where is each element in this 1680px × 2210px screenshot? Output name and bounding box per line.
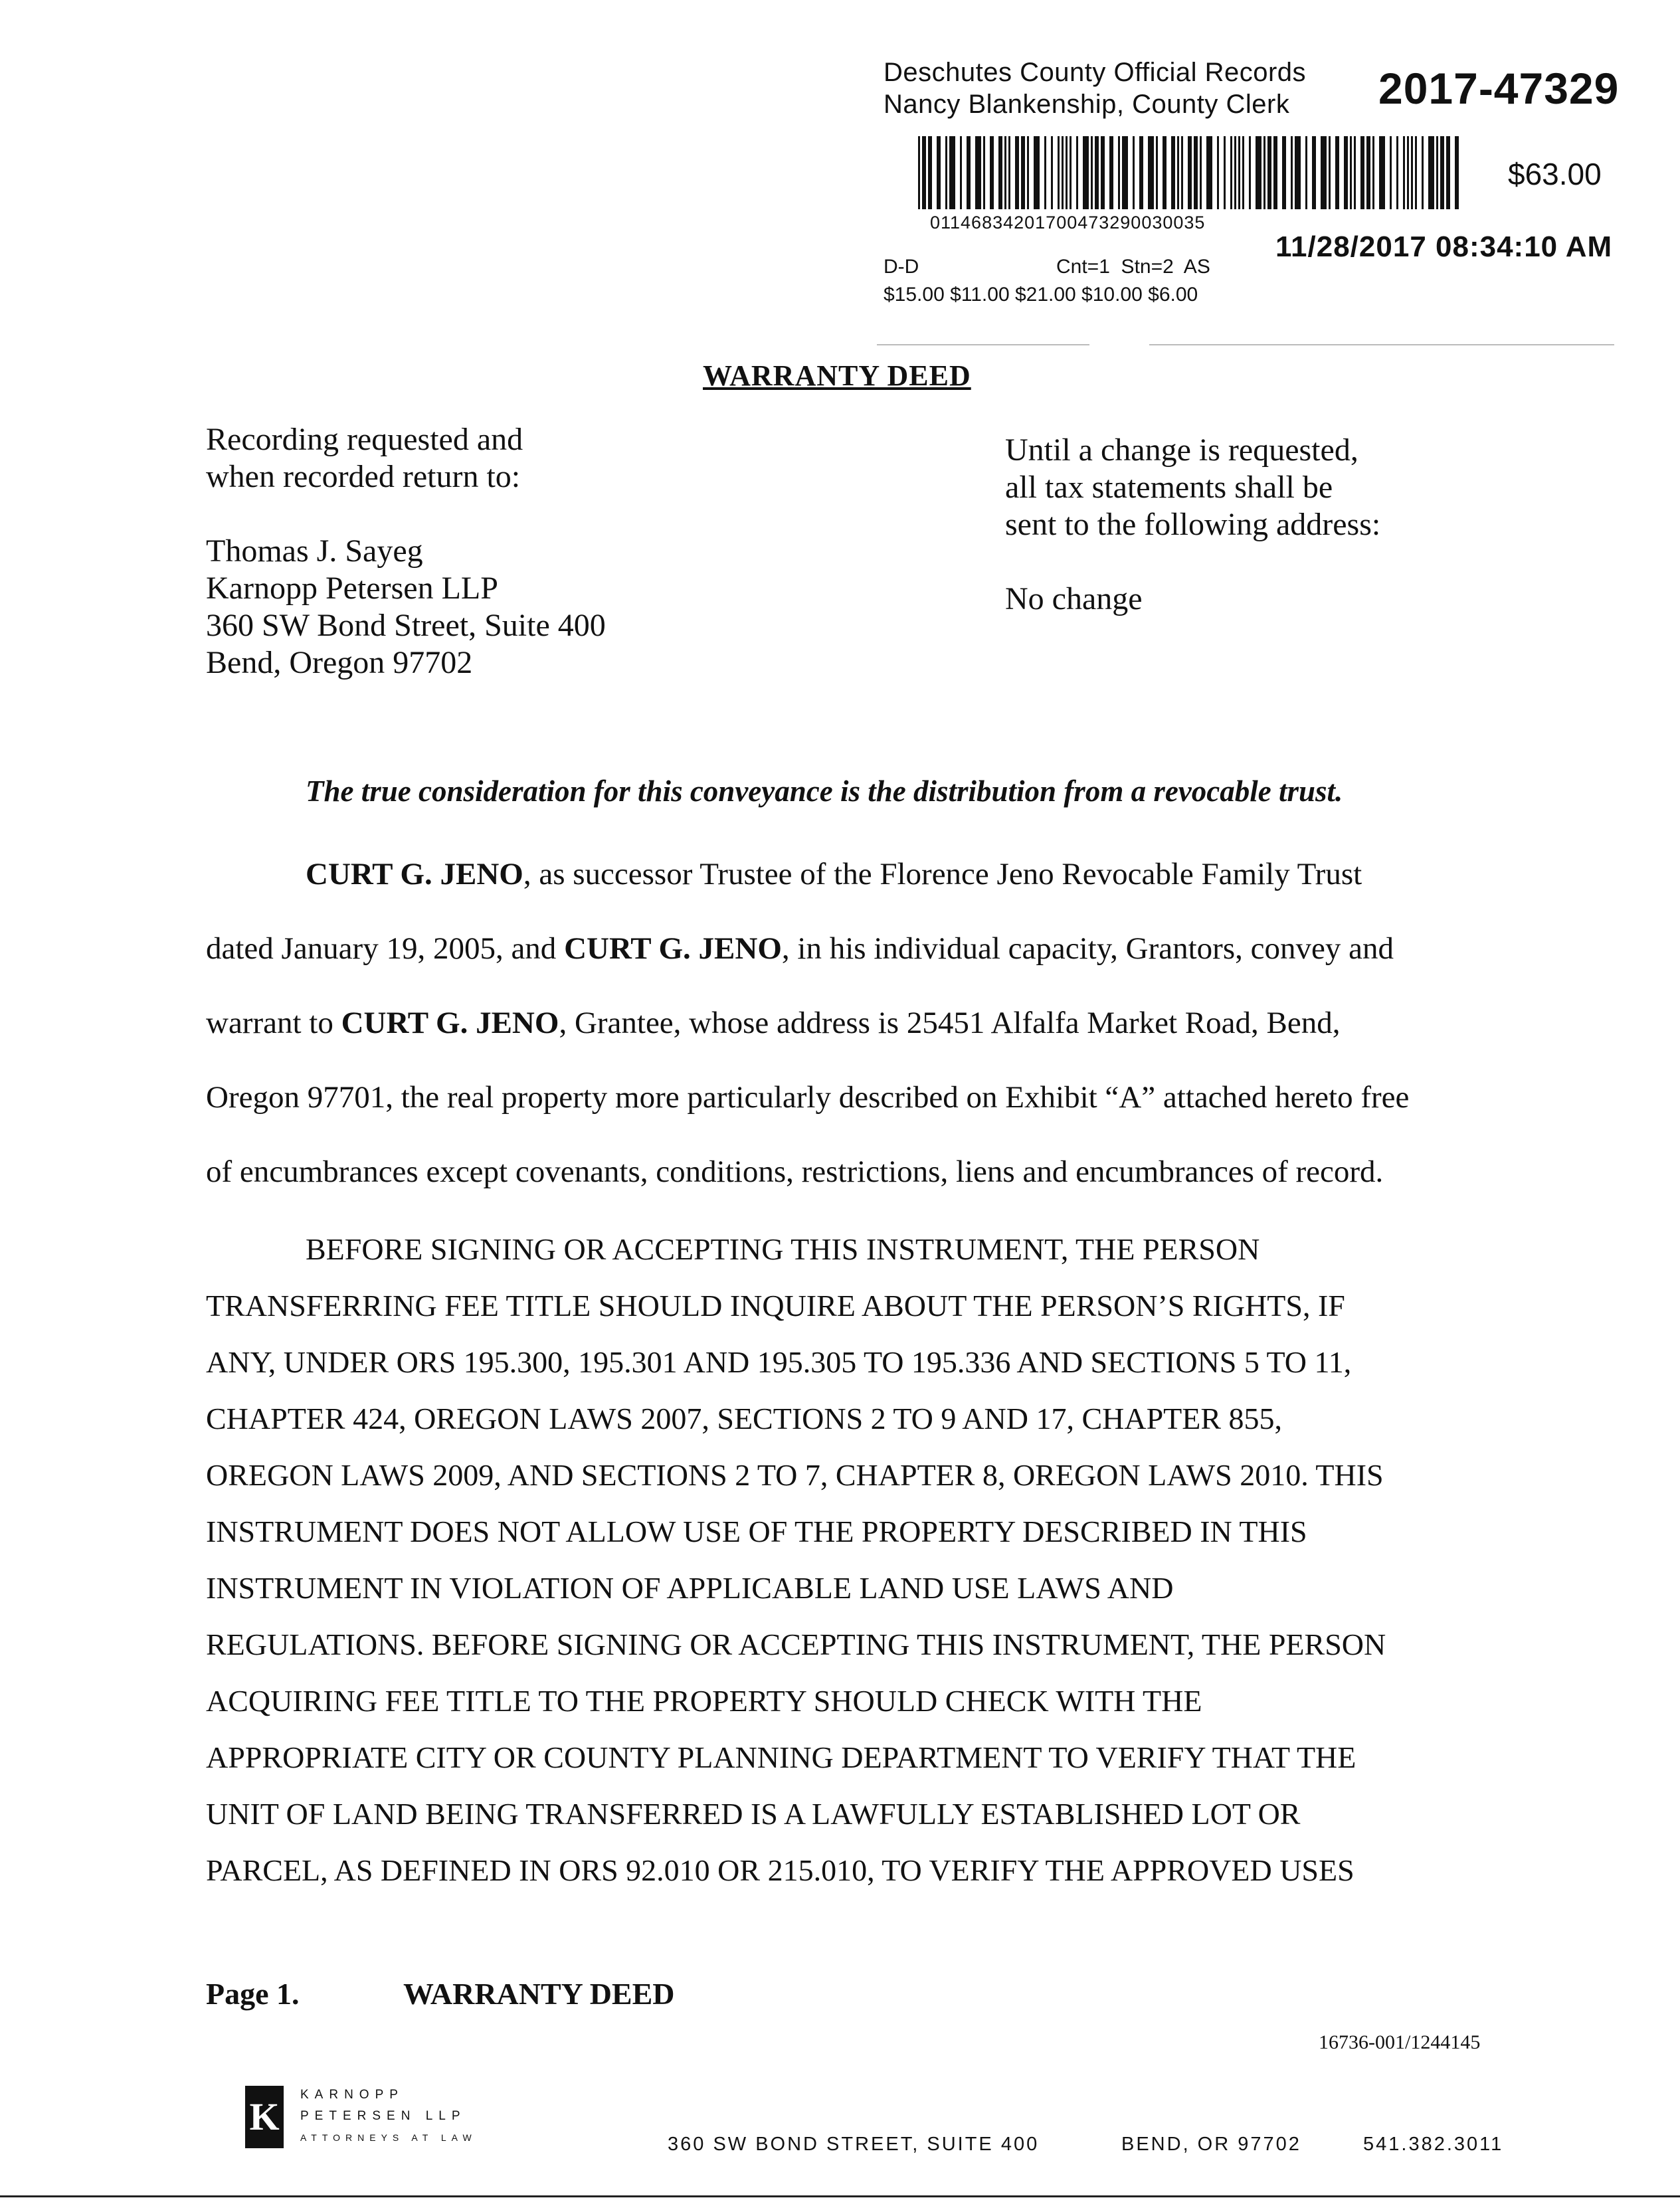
grantee-name: CURT G. JENO xyxy=(341,1006,559,1040)
barcode-bar xyxy=(918,136,920,209)
barcode-bar xyxy=(1396,136,1398,209)
conveyance-line: warrant to CURT G. JENO, Grantee, whose address is 25451 Alfalfa Market Road, Bend, xyxy=(206,1006,1341,1040)
barcode-bar xyxy=(1291,136,1293,209)
barcode-bar xyxy=(1360,136,1364,209)
barcode-bar xyxy=(1206,136,1212,209)
barcode-bar xyxy=(1312,136,1316,209)
barcode-bar xyxy=(1263,136,1265,209)
recording-doc-code: D-D xyxy=(884,256,919,278)
barcode-bar xyxy=(1181,136,1183,209)
barcode-bar xyxy=(937,136,941,209)
barcode-bar xyxy=(1242,136,1244,209)
barcode-bar xyxy=(1446,136,1450,209)
barcode-bar xyxy=(1066,136,1068,209)
return-to-city: Bend, Oregon 97702 xyxy=(206,645,473,680)
barcode-bar xyxy=(1015,136,1019,209)
notice-line: APPROPRIATE CITY OR COUNTY PLANNING DEPARTMENT TO VERIFY THAT THE xyxy=(206,1740,1356,1774)
barcode-bar xyxy=(1044,136,1046,209)
recording-datetime: 11/28/2017 08:34:10 AM xyxy=(1275,230,1613,263)
barcode-bar xyxy=(967,136,971,209)
barcode-bar xyxy=(1091,136,1093,209)
document-title: WARRANTY DEED xyxy=(703,359,971,392)
barcode-bar xyxy=(1109,136,1113,209)
barcode-bar xyxy=(1321,136,1327,209)
barcode-bar xyxy=(1027,136,1029,209)
barcode-bar xyxy=(1295,136,1301,209)
footer-title: WARRANTY DEED xyxy=(403,1977,675,2011)
recording-office: Deschutes County Official Records xyxy=(884,58,1307,87)
barcode-bar xyxy=(983,136,985,209)
return-to-label-line: Recording requested and xyxy=(206,422,523,457)
firm-phone: 541.382.3011 xyxy=(1363,2134,1504,2155)
barcode-bar xyxy=(1354,136,1356,209)
notice-line: PARCEL, AS DEFINED IN ORS 92.010 OR 215.010, TO VERIFY THE APPROVED USES xyxy=(206,1853,1354,1887)
barcode-bar xyxy=(1379,136,1385,209)
return-to-block xyxy=(206,421,606,682)
document-code: 16736-001/1244145 xyxy=(1319,2031,1481,2053)
barcode-bar xyxy=(928,136,932,209)
conveyance-line: Oregon 97701, the real property more particularly described on Exhibit “A” attached hereto free xyxy=(206,1080,1410,1115)
recording-stamp xyxy=(884,56,1647,316)
tax-statement-address: No change xyxy=(1005,581,1143,616)
conveyance-line: of encumbrances except covenants, conditions, restrictions, liens and encumbrances of record. xyxy=(206,1154,1384,1189)
barcode-bar xyxy=(1070,136,1072,209)
barcode-bar xyxy=(1428,136,1434,209)
notice-line: REGULATIONS. BEFORE SIGNING OR ACCEPTING THIS INSTRUMENT, THE PERSON xyxy=(206,1627,1386,1661)
barcode-bar xyxy=(1249,136,1251,209)
grantor-name: CURT G. JENO xyxy=(306,857,523,891)
conveyance-paragraph xyxy=(206,837,1409,1209)
barcode-bar xyxy=(1148,136,1154,209)
barcode-bar xyxy=(1177,136,1179,209)
barcode-bar xyxy=(1234,136,1236,209)
barcode-bar xyxy=(1372,136,1374,209)
barcode-bar xyxy=(1350,136,1352,209)
barcode-digits: 01146834201700473290030035 xyxy=(930,213,1206,232)
barcode-bar xyxy=(1139,136,1143,209)
notice-line: ACQUIRING FEE TITLE TO THE PROPERTY SHOULD CHECK WITH THE xyxy=(206,1684,1202,1718)
barcode-bar xyxy=(1411,136,1413,209)
barcode-bar xyxy=(1256,136,1261,209)
notice-line: INSTRUMENT DOES NOT ALLOW USE OF THE PROPERTY DESCRIBED IN THIS xyxy=(206,1515,1307,1548)
tax-statement-line: sent to the following address: xyxy=(1005,507,1381,542)
barcode-bar xyxy=(1455,136,1459,209)
barcode-bar xyxy=(1238,136,1240,209)
barcode-bar xyxy=(1194,136,1198,209)
return-to-street: 360 SW Bond Street, Suite 400 xyxy=(206,608,606,643)
consideration-statement: The true consideration for this conveyance is the distribution from a revocable trust. xyxy=(306,775,1343,808)
barcode-bar xyxy=(1118,136,1120,209)
firm-logo: K xyxy=(245,2086,284,2148)
notice-line: INSTRUMENT IN VIOLATION OF APPLICABLE LAND USE LAWS AND xyxy=(206,1571,1174,1605)
grantor-name: CURT G. JENO xyxy=(564,931,782,966)
barcode-bar xyxy=(1062,136,1064,209)
barcode-bar xyxy=(998,136,1002,209)
barcode-bar xyxy=(1004,136,1006,209)
barcode-bar xyxy=(1021,136,1025,209)
barcode-bar xyxy=(1282,136,1286,209)
conveyance-line: dated January 19, 2005, and CURT G. JENO, in his individual capacity, Grantors, convey and xyxy=(206,931,1394,966)
tax-statement-line: Until a change is requested, xyxy=(1005,432,1358,468)
firm-street: 360 SW BOND STREET, SUITE 400 xyxy=(668,2134,1040,2155)
barcode-bar xyxy=(1083,136,1089,209)
barcode-bar xyxy=(1436,136,1438,209)
barcode-bar xyxy=(945,136,947,209)
notice-line: UNIT OF LAND BEING TRANSFERRED IS A LAWFULLY ESTABLISHED LOT OR xyxy=(206,1797,1301,1831)
return-to-name: Thomas J. Sayeg xyxy=(206,533,423,569)
tax-statement-line: all tax statements shall be xyxy=(1005,470,1333,505)
barcode-bar xyxy=(1344,136,1348,209)
barcode-bar xyxy=(1230,136,1232,209)
barcode-bar xyxy=(1415,136,1417,209)
notice-line: OREGON LAWS 2009, AND SECTIONS 2 TO 7, CHAPTER 8, OREGON LAWS 2010. THIS xyxy=(206,1458,1384,1492)
document-number: 2017-47329 xyxy=(1378,64,1620,113)
barcode-bar xyxy=(1366,136,1370,209)
notice-line: CHAPTER 424, OREGON LAWS 2007, SECTIONS 2 TO 9 AND 17, CHAPTER 855, xyxy=(206,1402,1283,1435)
barcode-bar xyxy=(1188,136,1192,209)
tax-statement-block xyxy=(1005,432,1380,618)
firm-name: KARNOPP PETERSEN LLP ATTORNEYS AT LAW xyxy=(300,2088,477,2143)
return-to-firm: Karnopp Petersen LLP xyxy=(206,571,498,606)
barcode-bar xyxy=(1267,136,1271,209)
barcode-bar xyxy=(1403,136,1405,209)
page-number: Page 1. xyxy=(206,1977,300,2011)
barcode-bar xyxy=(1076,136,1078,209)
barcode-bar xyxy=(1163,136,1167,209)
barcode-bar xyxy=(1329,136,1331,209)
barcode-bar xyxy=(1422,136,1424,209)
conveyance-line: CURT G. JENO, as successor Trustee of the Florence Jeno Revocable Family Trust xyxy=(306,857,1362,891)
barcode-bar xyxy=(1133,136,1135,209)
barcode-bar xyxy=(1122,136,1128,209)
barcode xyxy=(918,136,1463,209)
barcode-bar xyxy=(1200,136,1202,209)
notice-line: ANY, UNDER ORS 195.300, 195.301 AND 195.305 TO 195.336 AND SECTIONS 5 TO 11, xyxy=(206,1345,1352,1379)
barcode-bar xyxy=(1095,136,1099,209)
return-to-label-line: when recorded return to: xyxy=(206,459,521,494)
barcode-bar xyxy=(1217,136,1219,209)
notice-line: BEFORE SIGNING OR ACCEPTING THIS INSTRUMENT, THE PERSON xyxy=(306,1232,1260,1266)
barcode-bar xyxy=(1335,136,1339,209)
page-bottom-rule xyxy=(0,2195,1680,2197)
recording-fees-breakdown: $15.00 $11.00 $21.00 $10.00 $6.00 xyxy=(884,284,1198,306)
barcode-bar xyxy=(1058,136,1060,209)
divider-left xyxy=(877,344,1089,345)
barcode-bar xyxy=(1390,136,1392,209)
barcode-bar xyxy=(1305,136,1307,209)
recording-counts: Cnt=1 Stn=2 AS xyxy=(1056,256,1210,278)
barcode-bar xyxy=(1008,136,1010,209)
barcode-bar xyxy=(922,136,926,209)
barcode-bar xyxy=(1273,136,1277,209)
barcode-bar xyxy=(975,136,981,209)
barcode-bar xyxy=(1440,136,1444,209)
divider-right xyxy=(1149,344,1614,345)
barcode-bar xyxy=(1224,136,1226,209)
barcode-bar xyxy=(1101,136,1105,209)
barcode-bar xyxy=(990,136,994,209)
firm-city: BEND, OR 97702 xyxy=(1121,2134,1301,2155)
statutory-notice xyxy=(206,1221,1386,1898)
barcode-bar xyxy=(1171,136,1175,209)
recording-fee: $63.00 xyxy=(1508,157,1602,191)
barcode-bar xyxy=(949,136,955,209)
notice-line: TRANSFERRING FEE TITLE SHOULD INQUIRE ABOUT THE PERSON’S RIGHTS, IF xyxy=(206,1289,1345,1323)
county-clerk: Nancy Blankenship, County Clerk xyxy=(884,90,1290,119)
barcode-bar xyxy=(1407,136,1409,209)
barcode-bar xyxy=(960,136,962,209)
barcode-bar xyxy=(1156,136,1158,209)
barcode-bar xyxy=(1034,136,1040,209)
barcode-bar xyxy=(1051,136,1053,209)
